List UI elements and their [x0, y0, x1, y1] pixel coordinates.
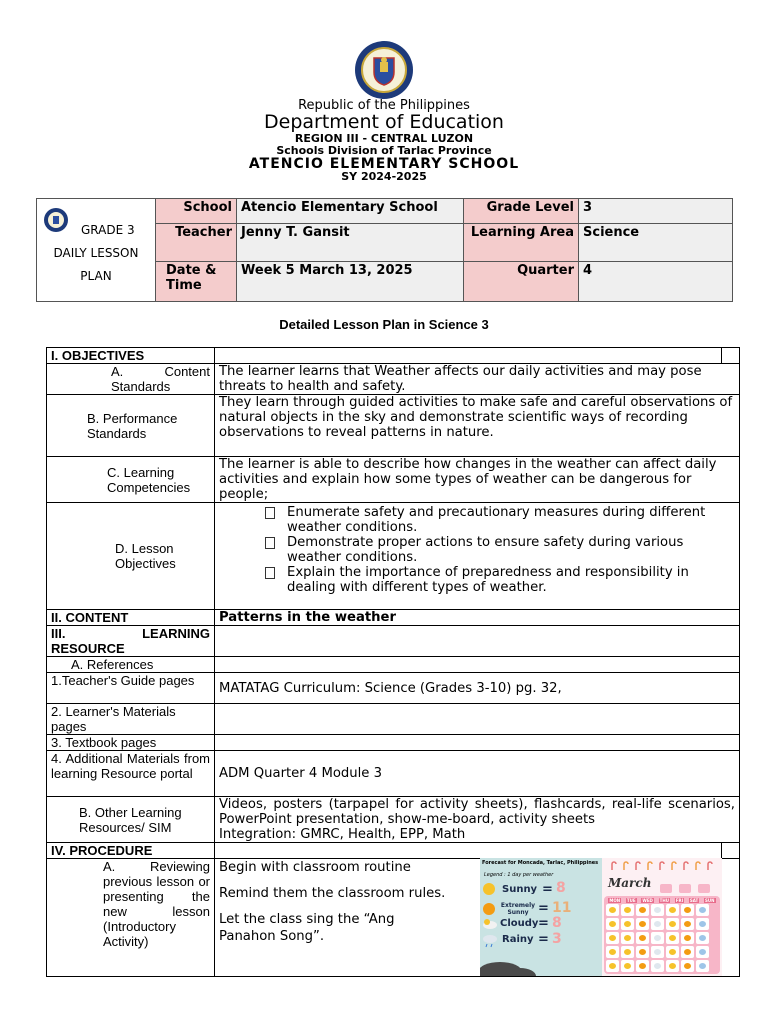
calendar-cell [651, 960, 664, 972]
content-standards-label: A. Content Standards [47, 364, 215, 395]
weather-icon [624, 949, 631, 955]
hot-sun-icon [482, 902, 496, 916]
calendar-cell [681, 904, 694, 916]
performance-standards-text: They learn through guided activities to make safe and careful observations of natural objects in the sky and demonstrate scientific ways of recording observations to reveal patterns in nature. [215, 395, 740, 457]
calendar-day-label: FRI [675, 898, 684, 903]
learning-area-label: Learning Area [464, 224, 579, 262]
calendar-day-label: THU [659, 898, 669, 903]
calendar-cell [651, 904, 664, 916]
school-value: Atencio Elementary School [237, 199, 464, 224]
teacher-value: Jenny T. Gansit [237, 224, 464, 262]
deped-seal-icon [348, 40, 420, 100]
rainy-count: 3 [552, 931, 562, 947]
calendar-cell [636, 946, 649, 958]
division-label: Schools Division of Tarlac Province [276, 144, 492, 157]
calendar-day-label: WED [642, 898, 653, 903]
calendar-cell [636, 904, 649, 916]
grade-label: GRADE 3 [81, 223, 135, 237]
grade-level-value: 3 [579, 199, 733, 224]
sunny-count: 8 [556, 880, 566, 896]
school-title: ATENCIO ELEMENTARY SCHOOL [248, 156, 520, 172]
calendar-cell [636, 960, 649, 972]
calendar-cell [606, 918, 619, 930]
weather-icon [639, 907, 646, 913]
calendar-cell [666, 918, 679, 930]
calendar-cell [696, 932, 709, 944]
objectives-heading: I. OBJECTIVES [47, 348, 215, 364]
weather-icon [609, 921, 616, 927]
weather-icon [699, 907, 706, 913]
learners-materials-label: 2. Learner's Materials pages [47, 704, 215, 735]
calendar-cell [621, 904, 634, 916]
weather-icon [639, 921, 646, 927]
calendar-cell [666, 960, 679, 972]
calendar-cell [606, 932, 619, 944]
date-label: Date & Time [156, 262, 237, 302]
plan-label: PLAN [80, 269, 112, 283]
school-label: School [156, 199, 237, 224]
forecast-legend: Legend : 1 day per weather [484, 872, 554, 878]
rainy-label: Rainy [502, 934, 534, 945]
sunny-label: Sunny [502, 884, 538, 895]
list-item: Enumerate safety and precautionary measures during different weather conditions. [265, 505, 735, 535]
procedure-a-label: A. Reviewing previous lesson or presenting the new lesson (Introductory Activity) [47, 859, 215, 977]
references-label: A. References [47, 657, 215, 673]
school-year: SY 2024-2025 [341, 170, 427, 183]
calendar-cell [666, 946, 679, 958]
calendar-cell [636, 932, 649, 944]
calendar-rings-icon [608, 860, 718, 872]
calendar-cell [696, 904, 709, 916]
calendar-cell [651, 932, 664, 944]
calendar-day-label: TUE [626, 898, 636, 903]
integration-text: Integration: GMRC, Health, EPP, Math [219, 827, 466, 842]
content-heading: II. CONTENT [47, 610, 215, 626]
quarter-label: Quarter [464, 262, 579, 302]
cloud-decoration-icon [480, 954, 602, 976]
list-item: Explain the importance of preparedness and responsibility in dealing with different types of weather. [265, 565, 735, 595]
calendar-cell [651, 946, 664, 958]
teachers-guide-label: 1.Teacher's Guide pages [47, 673, 215, 704]
cloudy-count: 8 [552, 915, 562, 931]
additional-materials-value: ADM Quarter 4 Module 3 [215, 751, 740, 797]
weather-icon [624, 907, 631, 913]
additional-materials-label: 4. Additional Materials from learning Resource portal [47, 751, 215, 797]
learning-area-value: Science [579, 224, 733, 262]
procedure-a-content: Begin with classroom routine Remind them the classroom rules. Let the class sing the “Ang Panahon Song”. [215, 859, 740, 977]
calendar-month: March [608, 876, 652, 890]
calendar-cell [621, 918, 634, 930]
weather-icon [609, 963, 616, 969]
extremely-sunny-count: 11 [552, 900, 572, 916]
calendar-cell [666, 904, 679, 916]
weather-icon [699, 935, 706, 941]
teachers-guide-value: MATATAG Curriculum: Science (Grades 3-10) pg. 32, [215, 673, 740, 704]
calendar-cell [621, 960, 634, 972]
weather-icon [639, 963, 646, 969]
weather-icon [699, 963, 706, 969]
small-seal-icon [43, 207, 69, 233]
weather-icon [654, 963, 661, 969]
calendar-cell [681, 946, 694, 958]
weather-icon [669, 949, 676, 955]
date-value: Week 5 March 13, 2025 [237, 262, 464, 302]
weather-icon [669, 921, 676, 927]
calendar-cell [696, 918, 709, 930]
calendar-cell [651, 918, 664, 930]
info-table [36, 198, 733, 302]
performance-standards-label: B. Performance Standards [47, 395, 215, 457]
weather-icon [624, 963, 631, 969]
other-resources-label: B. Other Learning Resources/ SIM [47, 797, 215, 843]
calendar-day-label: MON [609, 898, 621, 903]
forecast-title: Forecast for Moncada, Tarlac, Philippines [482, 860, 599, 866]
calendar-cell [606, 946, 619, 958]
daily-label: DAILY LESSON [53, 246, 139, 260]
weather-icon [699, 949, 706, 955]
weather-forecast-image [480, 858, 722, 976]
calendar-day-label: SUN [705, 898, 715, 903]
calendar-cell [696, 946, 709, 958]
content-standards-text: The learner learns that Weather affects our daily activities and may pose threats to health and safety. [215, 364, 740, 395]
weather-icon [654, 935, 661, 941]
weather-icon [654, 907, 661, 913]
weather-icon [669, 907, 676, 913]
textbook-pages-label: 3. Textbook pages [47, 735, 215, 751]
weather-icon [624, 921, 631, 927]
region-label: REGION III - CENTRAL LUZON [294, 132, 474, 145]
rain-cloud-icon [482, 934, 498, 948]
calendar-grid [604, 896, 720, 974]
weather-icon [654, 921, 661, 927]
weather-icon [684, 949, 691, 955]
calendar-panel [602, 858, 722, 976]
grade-level-label: Grade Level [464, 199, 579, 224]
weather-icon [609, 949, 616, 955]
learning-competencies-text: The learner is able to describe how changes in the weather can affect daily activities and explain how some types of weather can be dangerous for people; [215, 457, 740, 503]
lesson-objectives-label: D. Lesson Objectives [47, 503, 215, 610]
weather-icon [639, 949, 646, 955]
calendar-cell [666, 932, 679, 944]
calendar-cell [606, 960, 619, 972]
procedure-heading: IV. PROCEDURE [47, 843, 215, 859]
calendar-cell [636, 918, 649, 930]
calendar-cell [606, 904, 619, 916]
weather-icon [684, 921, 691, 927]
cloud-icon [482, 918, 498, 930]
weather-icon [684, 963, 691, 969]
weather-icon [669, 963, 676, 969]
learning-resource-heading: III. LEARNING RESOURCE [47, 626, 215, 657]
list-item: Demonstrate proper actions to ensure safety during various weather conditions. [265, 535, 735, 565]
weather-icon [624, 935, 631, 941]
calendar-cell [621, 932, 634, 944]
calendar-cell [681, 932, 694, 944]
calendar-cell [681, 918, 694, 930]
weather-icon [639, 935, 646, 941]
sun-icon [482, 882, 496, 896]
department-title: Department of Education [264, 111, 504, 133]
calendar-cell [681, 960, 694, 972]
weather-icon [654, 949, 661, 955]
weather-icon [684, 907, 691, 913]
lesson-objectives-list [215, 503, 740, 610]
quarter-value: 4 [579, 262, 733, 302]
weather-icon [699, 921, 706, 927]
calendar-cell [696, 960, 709, 972]
weather-icon [609, 935, 616, 941]
teacher-label: Teacher [156, 224, 237, 262]
calendar-cell [621, 946, 634, 958]
forecast-panel: Forecast for Moncada, Tarlac, Philippines Legend : 1 day per weather Sunny = 8 Extremely Sunny = 11 Cloudy = 8 Rainy = 3 [480, 858, 602, 976]
logo-cell [37, 199, 156, 302]
calendar-day-label: SAT [689, 898, 699, 903]
weather-icon [669, 935, 676, 941]
weather-icon [609, 907, 616, 913]
lesson-plan-title: Detailed Lesson Plan in Science 3 [279, 317, 489, 332]
content-value: Patterns in the weather [215, 610, 740, 626]
weather-icon [684, 935, 691, 941]
cloudy-label: Cloudy [500, 918, 539, 929]
republic-label: Republic of the Philippines [298, 98, 470, 113]
extremely-sunny-label: Extremely Sunny [500, 902, 536, 916]
other-resources-value: Videos, posters (tarpapel for activity sheets), flashcards, real-life scenarios, PowerPoint presentation, show-me-board, activity sheets Integration: GMRC, Health, EPP, Math [215, 797, 740, 843]
learning-competencies-label: C. Learning Competencies [47, 457, 215, 503]
